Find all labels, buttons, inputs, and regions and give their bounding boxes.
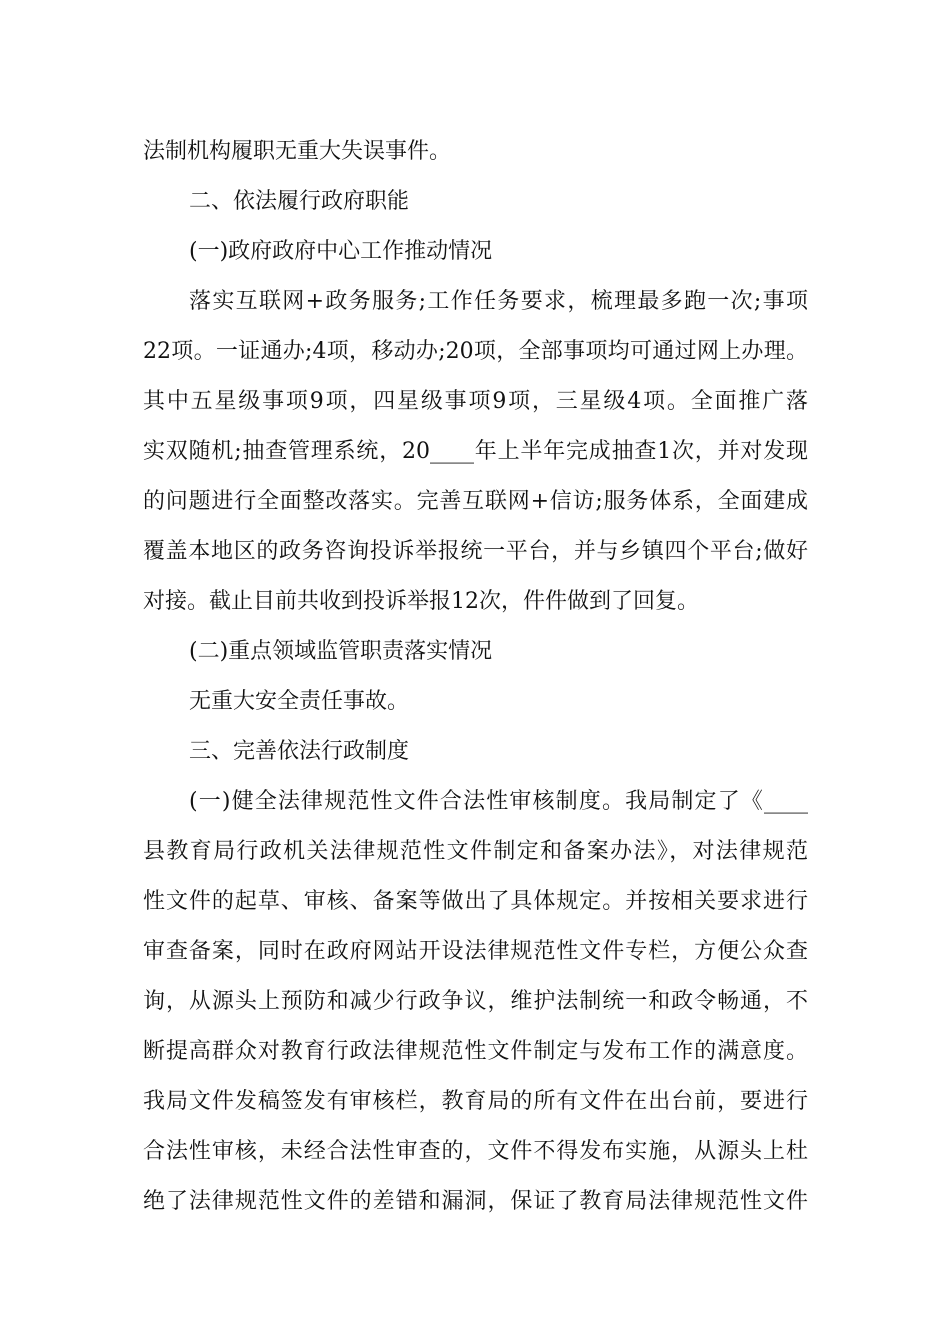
paragraph-line: 覆盖本地区的政务咨询投诉举报统一平台，并与乡镇四个平台;做好 xyxy=(143,539,808,564)
paragraph-line: (一)健全法律规范性文件合法性审核制度。我局制定了《____ xyxy=(189,789,808,814)
paragraph-line: 落实互联网+政务服务;工作任务要求，梳理最多跑一次;事项 xyxy=(189,289,808,314)
paragraph-line: 其中五星级事项9项，四星级事项9项，三星级4项。全面推广落 xyxy=(143,389,808,414)
paragraph-line: 我局文件发稿签发有审核栏，教育局的所有文件在出台前，要进行 xyxy=(143,1089,808,1114)
paragraph-line: 县教育局行政机关法律规范性文件制定和备案办法》，对法律规范 xyxy=(143,839,808,864)
paragraph-line: 断提高群众对教育行政法律规范性文件制定与发布工作的满意度。 xyxy=(143,1039,808,1064)
paragraph-line: 22项。一证通办;4项，移动办;20项，全部事项均可通过网上办理。 xyxy=(143,339,808,364)
subsection-heading: (二)重点领域监管职责落实情况 xyxy=(189,639,493,664)
section-heading: 三、完善依法行政制度 xyxy=(189,739,410,764)
paragraph-line: 审查备案，同时在政府网站开设法律规范性文件专栏，方便公众查 xyxy=(143,939,808,964)
paragraph-line: 合法性审核，未经合法性审查的，文件不得发布实施，从源头上杜 xyxy=(143,1139,808,1164)
paragraph-line: 法制机构履职无重大失误事件。 xyxy=(143,139,452,164)
paragraph-line: 实双随机;抽查管理系统，20____年上半年完成抽查1次，并对发现 xyxy=(143,439,808,464)
paragraph-line: 询，从源头上预防和减少行政争议，维护法制统一和政令畅通，不 xyxy=(143,989,808,1014)
paragraph-line: 性文件的起草、审核、备案等做出了具体规定。并按相关要求进行 xyxy=(143,889,808,914)
paragraph-line: 绝了法律规范性文件的差错和漏洞，保证了教育局法律规范性文件 xyxy=(143,1189,808,1214)
paragraph-line: 的问题进行全面整改落实。完善互联网+信访;服务体系，全面建成 xyxy=(143,489,808,514)
subsection-heading: (一)政府政府中心工作推动情况 xyxy=(189,239,493,264)
paragraph-line: 对接。截止目前共收到投诉举报12次，件件做到了回复。 xyxy=(143,589,699,614)
section-heading: 二、依法履行政府职能 xyxy=(189,189,410,214)
paragraph-line: 无重大安全责任事故。 xyxy=(189,689,410,714)
document-body xyxy=(143,127,808,1227)
